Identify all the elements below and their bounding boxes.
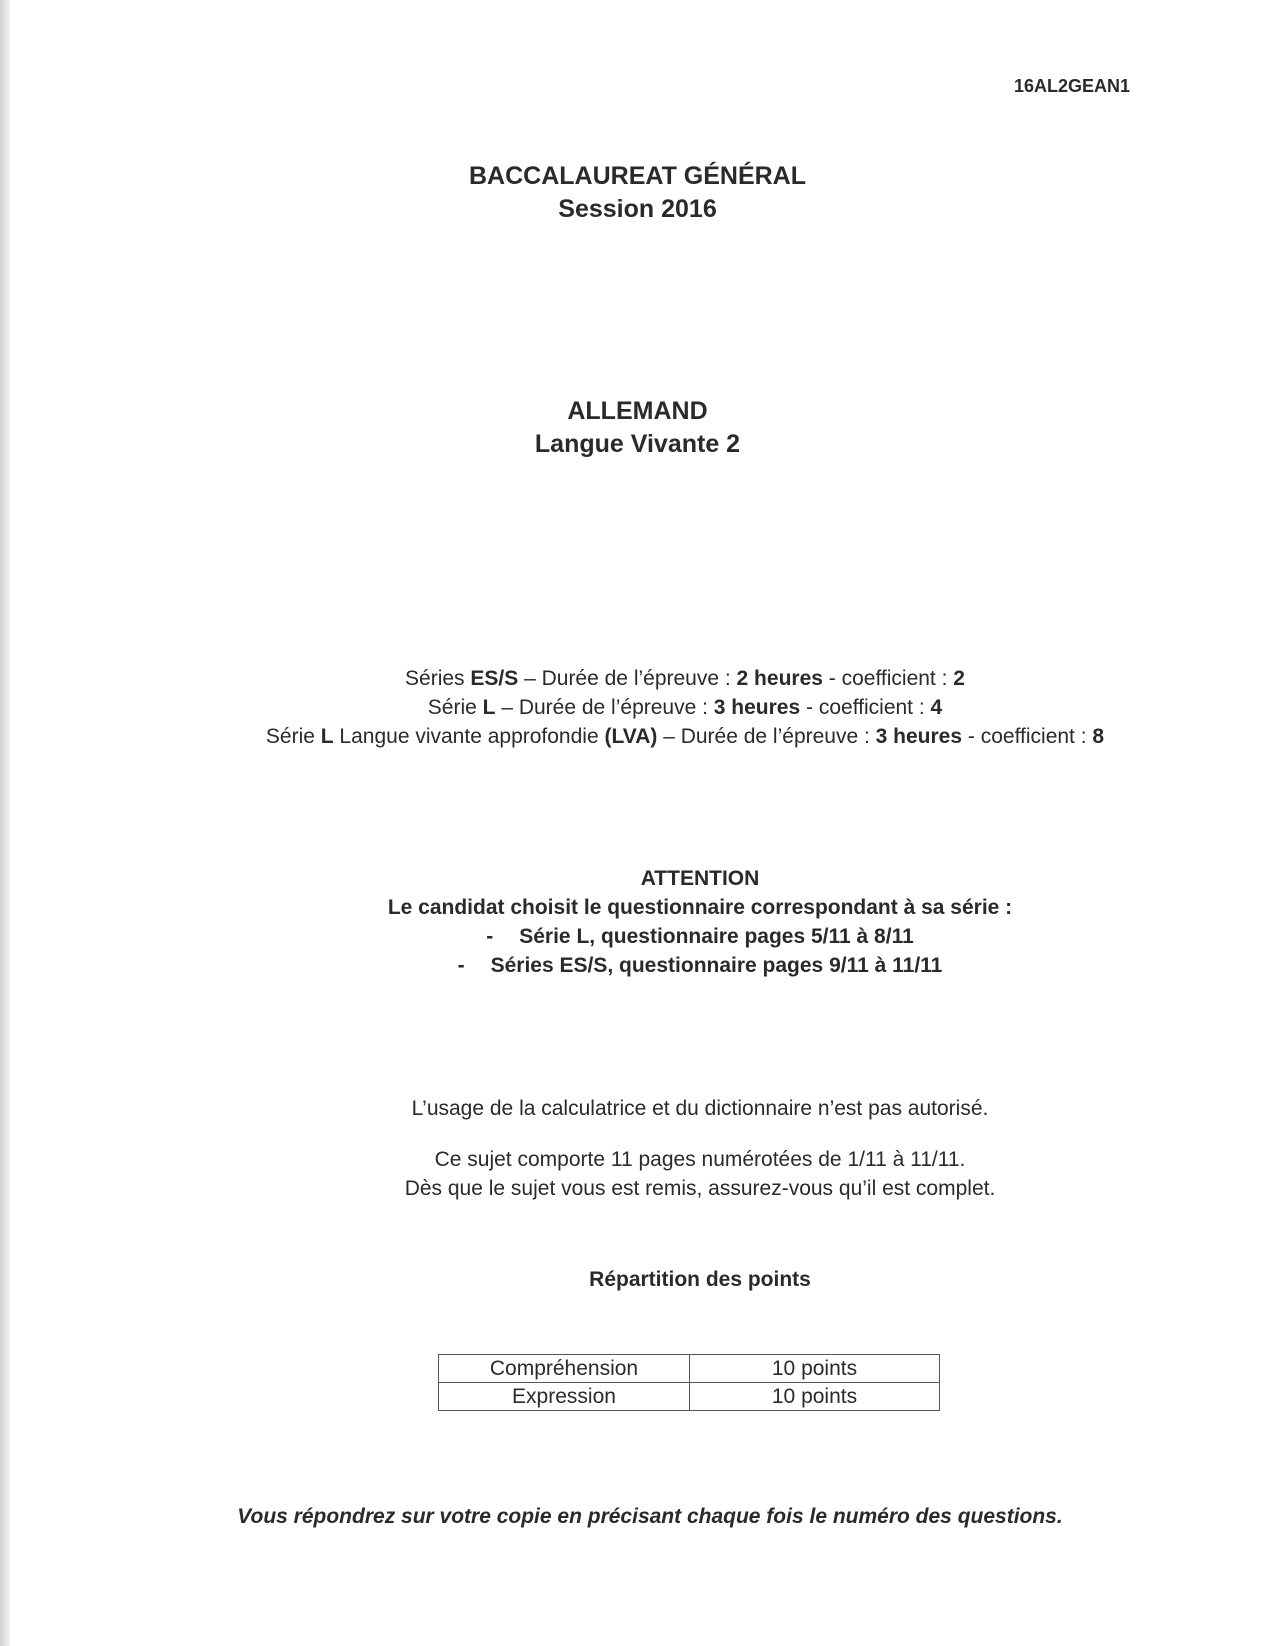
scan-edge-shadow [0, 0, 10, 1646]
points-value: 10 points [690, 1355, 940, 1383]
attention-block [200, 864, 1200, 980]
points-value: 10 points [690, 1383, 940, 1411]
pages-info: Ce sujet comporte 11 pages numérotées de 1/11 à 11/11. [434, 1148, 966, 1171]
document-code: 16AL2GEAN1 [1013, 76, 1130, 96]
series-info [180, 664, 1190, 751]
exam-title: BACCALAUREAT GÉNÉRAL [468, 162, 807, 190]
points-label: Compréhension [439, 1355, 690, 1383]
table-row [439, 1383, 940, 1411]
attention-item-l: - Série L, questionnaire pages 5/11 à 8/11 [486, 925, 914, 948]
rules-block [200, 1094, 1200, 1203]
attention-item-es-s: - Séries ES/S, questionnaire pages 9/11 à 11/11 [457, 954, 943, 977]
series-line-es-s: Séries ES/S – Durée de l’épreuve : 2 heures - coefficient : 2 [405, 667, 965, 690]
subject-level: Langue Vivante 2 [534, 430, 741, 458]
exam-session: Session 2016 [558, 195, 717, 223]
attention-title: ATTENTION [640, 867, 760, 890]
answer-instruction: Vous répondrez sur votre copie en précisant chaque fois le numéro des questions. [237, 1505, 1063, 1528]
series-line-l: Série L – Durée de l’épreuve : 3 heures - coefficient : 4 [427, 696, 943, 719]
calculator-rule: L’usage de la calculatrice et du dictionnaire n’est pas autorisé. [411, 1097, 989, 1120]
subject-name: ALLEMAND [567, 397, 708, 425]
exam-header [0, 160, 1275, 226]
subject-block [0, 395, 1275, 461]
completeness-info: Dès que le sujet vous est remis, assurez-vous qu’il est complet. [404, 1177, 996, 1200]
series-line-l-lva: Série L Langue vivante approfondie (LVA) – Durée de l’épreuve : 3 heures - coefficient : 8 [265, 725, 1105, 748]
points-label: Expression [439, 1383, 690, 1411]
attention-instruction: Le candidat choisit le questionnaire correspondant à sa série : [387, 896, 1013, 919]
repartition-title: Répartition des points [589, 1268, 811, 1291]
points-table [438, 1354, 940, 1411]
table-row [439, 1355, 940, 1383]
